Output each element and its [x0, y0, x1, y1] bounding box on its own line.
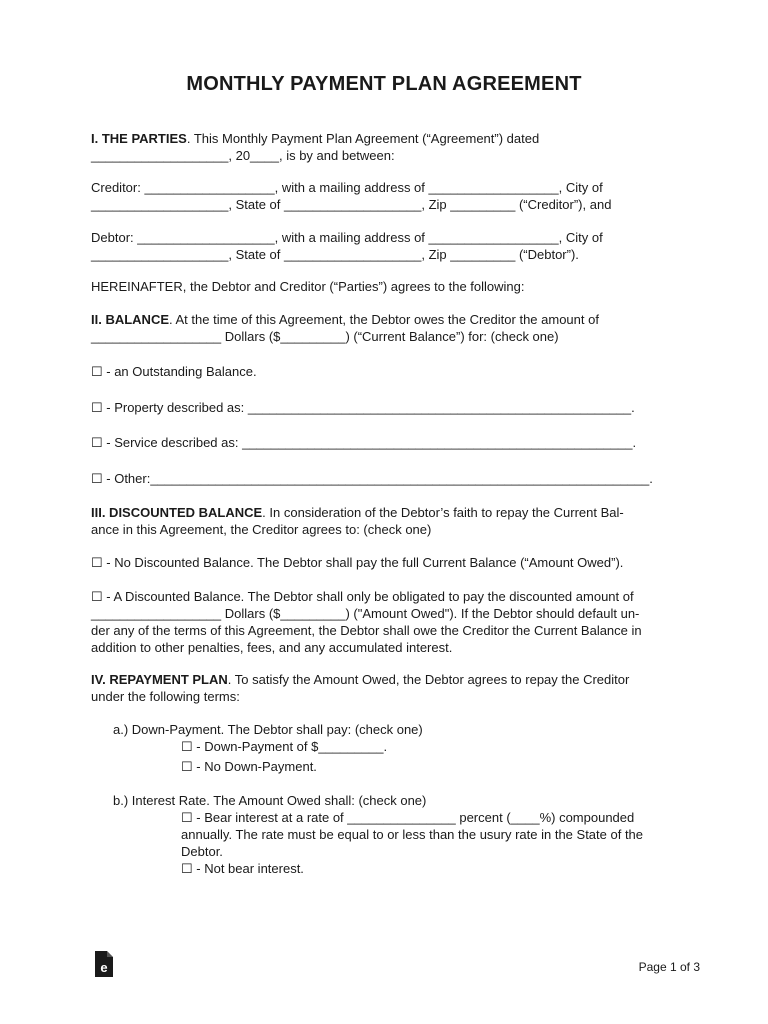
discount-option-discounted[interactable]: ☐ - A Discounted Balance. The Debtor shall only be obligated to pay the discounted amount of __________________ Dollars ($_________) ("Amount Owed"). If the Debtor should default un- der any of the terms of this Agreement, the Debtor shall owe the Creditor the Current Balance in addition to other penalties, fees, and any accumulated interest. [91, 589, 642, 655]
svg-text:e: e [100, 960, 108, 975]
balance-option-property[interactable]: ☐ - Property described as: _____________________________________________________. [91, 400, 635, 415]
interest-rate-label: b.) Interest Rate. The Amount Owed shall: (check one) [113, 793, 427, 808]
interest-option-none[interactable]: ☐ - Not bear interest. [181, 861, 304, 876]
balance-heading: II. BALANCE [91, 312, 169, 327]
page-number: Page 1 of 3 [638, 960, 700, 974]
creditor-paragraph: Creditor: __________________, with a mailing address of __________________, City of ___________________, State of ___________________, Zip _________ (“Creditor”), and [91, 180, 612, 212]
debtor-paragraph: Debtor: ___________________, with a mailing address of __________________, City of ___________________, State of ___________________, Zip _________ (“Debtor”). [91, 230, 603, 262]
balance-option-outstanding[interactable]: ☐ - an Outstanding Balance. [91, 364, 257, 379]
downpayment-label: a.) Down-Payment. The Debtor shall pay: (check one) [113, 722, 423, 737]
eforms-logo-icon [94, 950, 114, 978]
document-title: MONTHLY PAYMENT PLAN AGREEMENT [186, 73, 582, 95]
downpayment-option-none[interactable]: ☐ - No Down-Payment. [181, 759, 317, 774]
balance-option-other[interactable]: ☐ - Other:_____________________________________________________________________. [91, 471, 653, 486]
parties-heading: I. THE PARTIES [91, 131, 187, 146]
hereinafter-paragraph: HEREINAFTER, the Debtor and Creditor (“Parties”) agrees to the following: [91, 279, 525, 294]
balance-option-service[interactable]: ☐ - Service described as: ______________________________________________________. [91, 435, 637, 450]
downpayment-option-amount[interactable]: ☐ - Down-Payment of $_________. [181, 739, 388, 754]
discount-option-none[interactable]: ☐ - No Discounted Balance. The Debtor shall pay the full Current Balance (“Amount Owed”). [91, 555, 624, 570]
repayment-heading: IV. REPAYMENT PLAN [91, 672, 228, 687]
parties-paragraph: I. THE PARTIES. This Monthly Payment Plan Agreement (“Agreement”) dated ___________________, 20____, is by and between: [91, 131, 540, 163]
repayment-paragraph: IV. REPAYMENT PLAN. To satisfy the Amount Owed, the Debtor agrees to repay the Creditor under the following terms: [91, 672, 630, 704]
discounted-paragraph: III. DISCOUNTED BALANCE. In consideration of the Debtor’s faith to repay the Current Bal- ance in this Agreement, the Creditor agrees to: (check one) [91, 505, 624, 537]
discounted-heading: III. DISCOUNTED BALANCE [91, 505, 263, 520]
balance-paragraph: II. BALANCE. At the time of this Agreement, the Debtor owes the Creditor the amount of __________________ Dollars ($_________) (“Current Balance”) for: (check one) [91, 312, 599, 344]
interest-option-bear[interactable]: ☐ - Bear interest at a rate of _______________ percent (____%) compounded annually. The rate must be equal to or less than the usury rate in the State of the Debtor. [181, 810, 644, 859]
